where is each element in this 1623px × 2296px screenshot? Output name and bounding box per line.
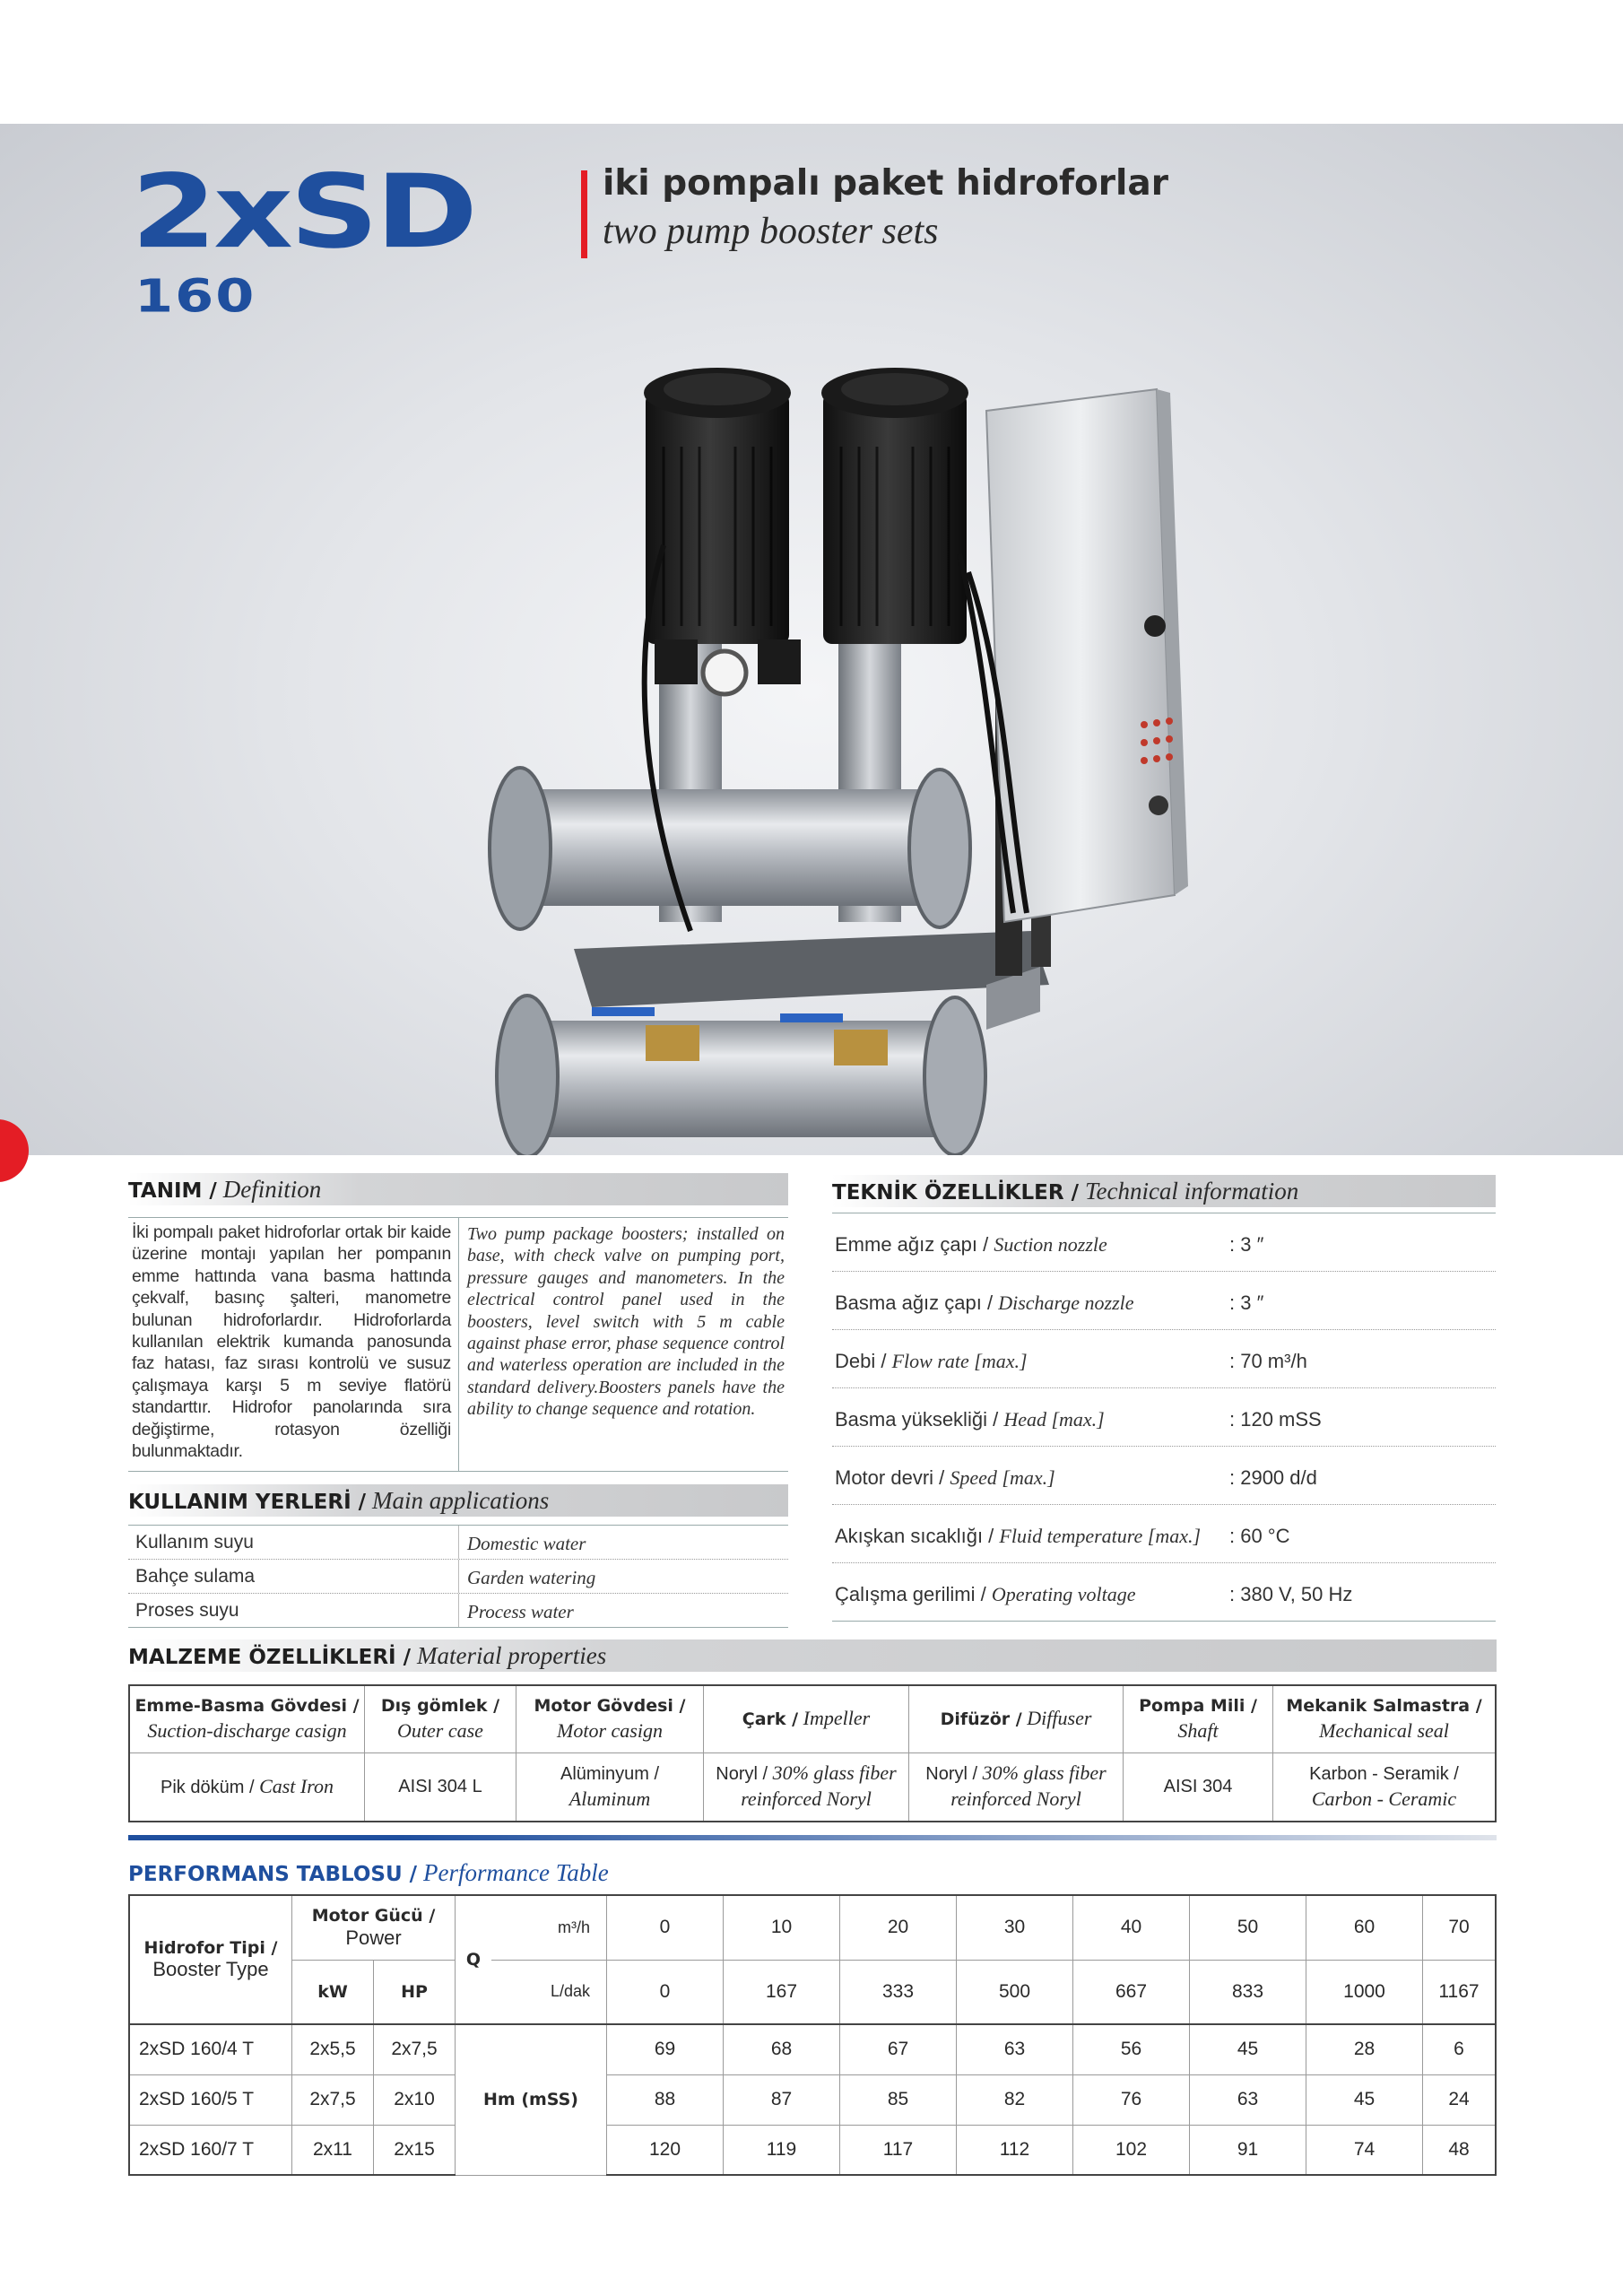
table-row: 2xSD 160/7 T 2x11 2x15 120 119 117 112 102 91 74 48: [129, 2125, 1496, 2175]
technical-heading: TEKNİK ÖZELLİKLER / Technical information: [832, 1175, 1496, 1207]
model-name: 2xSD: [131, 152, 474, 272]
materials-heading: MALZEME ÖZELLİKLERİ / Material properties: [128, 1639, 1497, 1672]
table-row: Basma ağız çapı / Discharge nozzle : 3 ″: [832, 1272, 1496, 1330]
performance-heading: PERFORMANS TABLOSU / Performance Table: [128, 1859, 609, 1886]
table-row: Akışkan sıcaklığı / Fluid temperature [max.] : 60 °C: [832, 1505, 1496, 1563]
table-row: 2xSD 160/4 T 2x5,5 2x7,5 Hm (mSS) 69 68 67 63 56 45 28 6: [129, 2024, 1496, 2074]
section-divider: [128, 1835, 1497, 1840]
definition-table: [128, 1217, 788, 1472]
table-row: Debi / Flow rate [max.] : 70 m³/h: [832, 1330, 1496, 1388]
definition-text-tr: İki pompalı paket hidroforlar ortak bir kaide üzerine montajı yapılan her pompanın emme hattında vana basma hattında çekvalf, basınç şalteri, manometre bulunan hidroforlardır. Hidroforlarda kullanılan elektrik kumanda panosunda faz hatası, faz sırası kontrolü ve susuz çalışmaya karşı 5 m seviye flatörü standarttır. Hidrofor panolarında sıra değiştirme, rotasyon özelliği bulunmaktadır.: [132, 1222, 451, 1462]
technical-table: [832, 1213, 1496, 1622]
table-row: Motor devri / Speed [max.] : 2900 d/d: [832, 1447, 1496, 1505]
page-title-en: two pump booster sets: [603, 211, 939, 252]
list-item: Kullanım suyu Domestic water: [128, 1525, 788, 1560]
model-number: 160: [135, 269, 256, 323]
performance-table: [128, 1894, 1497, 2176]
list-item: Bahçe sulama Garden watering: [128, 1560, 788, 1594]
list-item: Proses suyu Process water: [128, 1594, 788, 1628]
table-row: Emme ağız çapı / Suction nozzle : 3 ″: [832, 1213, 1496, 1272]
applications-heading: KULLANIM YERLERİ / Main applications: [128, 1484, 788, 1517]
definition-heading: TANIM / Definition: [128, 1173, 788, 1205]
materials-table: [128, 1684, 1497, 1822]
table-row: Çalışma gerilimi / Operating voltage : 380 V, 50 Hz: [832, 1563, 1496, 1622]
definition-text-en: Two pump package boosters; installed on base, with check valve on pumping port, pressure gauges and manometers. In the electrical control panel used in the boosters, level switch with 5 m cable against phase error, phase sequence control and waterless operation are included in the standard delivery.Boosters panels have the ability to change sequence and rotation.: [467, 1224, 785, 1420]
table-row: 2xSD 160/5 T 2x7,5 2x10 88 87 85 82 76 63 45 24: [129, 2074, 1496, 2125]
table-row: Hidrofor Tipi / Booster Type Motor Gücü / Power Q m³/h 0 10 20 30 40 50 60 70: [129, 1895, 1496, 1960]
table-row: kW HP L/dak 0 167 333 500 667 833 1000 1167: [129, 1960, 1496, 2024]
applications-table: [128, 1525, 788, 1628]
column-divider: [458, 1218, 459, 1471]
table-row: Pik döküm / Cast Iron AISI 304 L Alüminyum / Aluminum Noryl / 30% glass fiber reinforced Noryl Noryl / 30% glass fiber reinforced Noryl AISI 304 Karbon - Seramik / Carbon - Ceramic: [129, 1752, 1496, 1822]
table-row: Basma yüksekliği / Head [max.] : 120 mSS: [832, 1388, 1496, 1447]
title-divider: [581, 170, 587, 258]
table-row: Emme-Basma Gövdesi / Suction-discharge casign Dış gömlek / Outer case Motor Gövdesi / Motor casign Çark / Impeller Difüzör / Diffuser Pompa Mili / Shaft Mekanik Salmastra / Mechanical seal: [129, 1685, 1496, 1752]
page-title-tr: iki pompalı paket hidroforlar: [603, 163, 1168, 204]
product-logo: [131, 152, 474, 323]
